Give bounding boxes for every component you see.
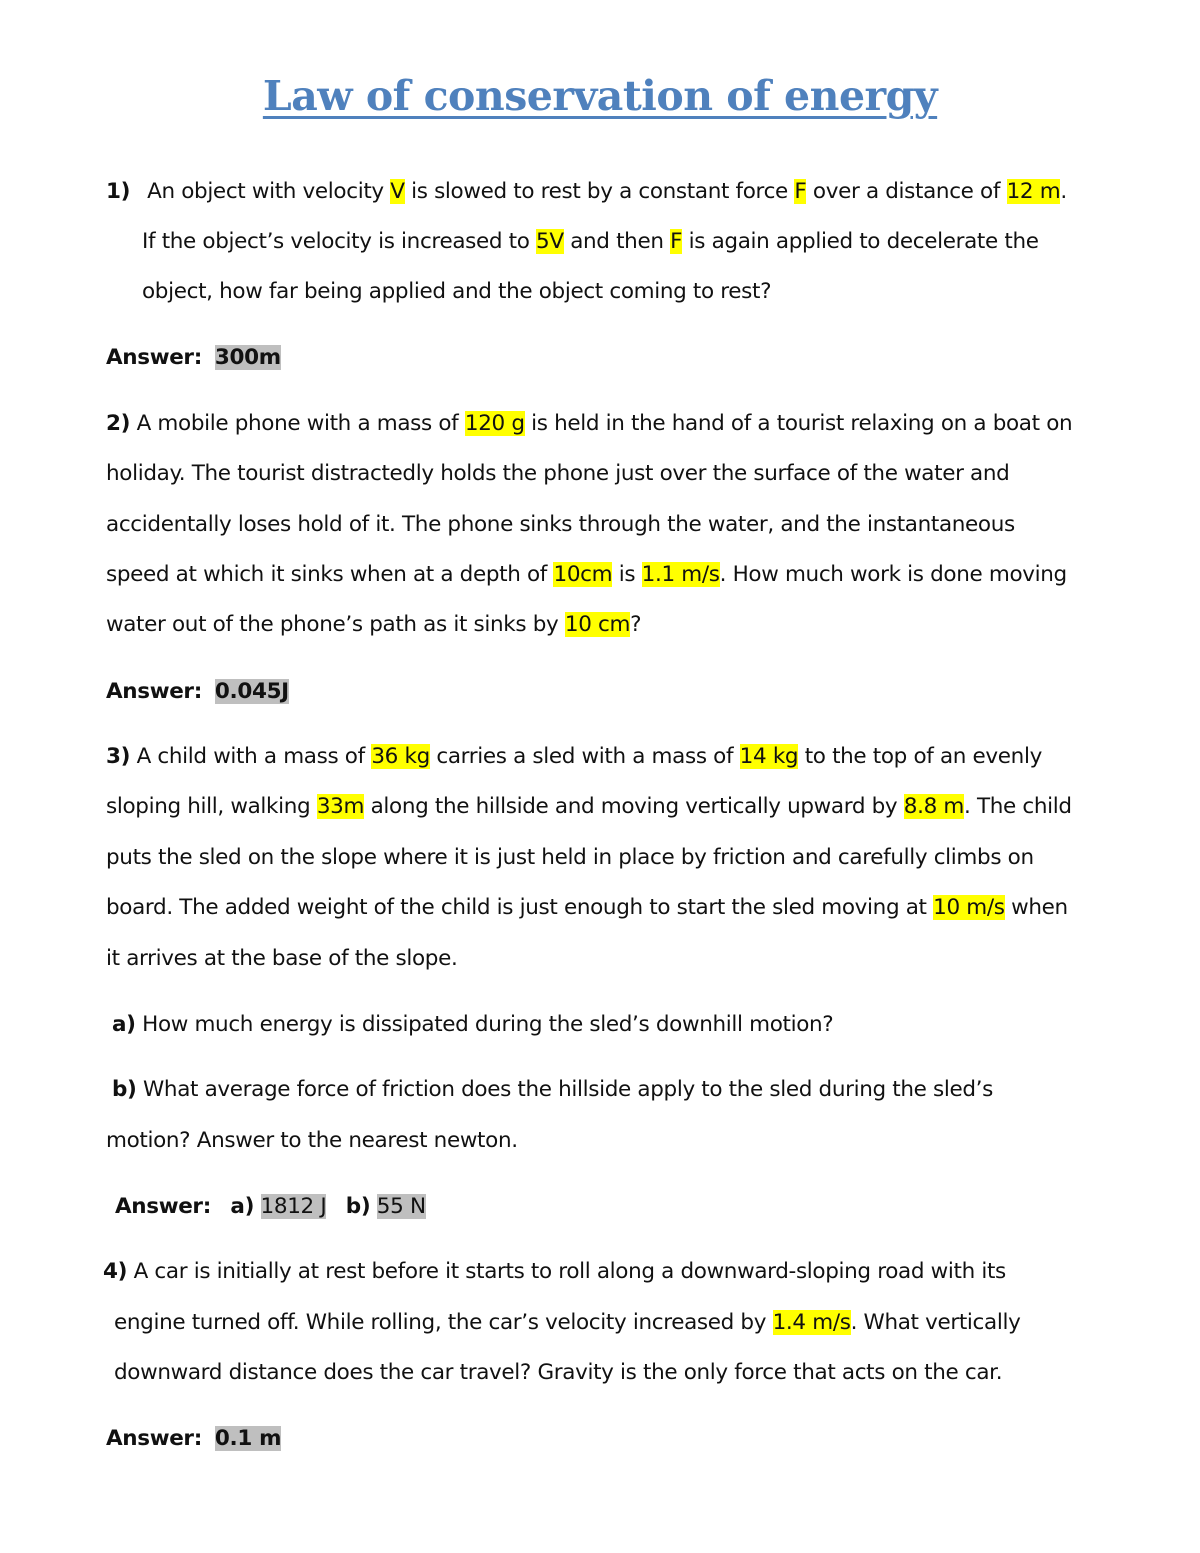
q3-line-1: 3) A child with a mass of 36 kg carries a sled with a mass of 14 kg to the top of an evenly: [106, 744, 1042, 769]
q4-answer: [106, 1424, 281, 1454]
answer-label: Answer:: [106, 345, 202, 370]
highlight-1-4ms: 1.4 m/s: [772, 1310, 851, 1335]
q1-number: 1): [106, 179, 131, 204]
q4-number: 4): [103, 1259, 128, 1284]
highlight-1-1ms: 1.1 m/s: [641, 562, 720, 587]
highlight-8-8m: 8.8 m: [903, 794, 964, 819]
answer-value: 300m: [214, 345, 281, 370]
q3-answer: Answer: a) 1812 J b) 55 N: [115, 1194, 426, 1219]
q2-line-1: 2) A mobile phone with a mass of 120 g is held in the hand of a tourist relaxing on a boat on: [106, 411, 1073, 436]
q1-line-3: object, how far being applied and the object coming to rest?: [142, 279, 772, 304]
q4-line-2: engine turned off. While rolling, the car’s velocity increased by 1.4 m/s. What vertically: [114, 1310, 1021, 1335]
highlight-5v: 5V: [536, 229, 564, 254]
q2-line-2: holiday. The tourist distractedly holds the phone just over the surface of the water and: [106, 461, 1010, 486]
answer-value: 0.045J: [214, 679, 289, 704]
q2-answer: [106, 677, 289, 707]
q2-number: 2): [106, 411, 131, 436]
q3-part-a: a) How much energy is dissipated during the sled’s downhill motion?: [112, 1012, 834, 1037]
q4-line-1: 4) A car is initially at rest before it starts to roll along a downward-sloping road with its: [103, 1259, 1006, 1284]
answer-label: Answer:: [115, 1194, 211, 1219]
answer-label: Answer:: [106, 679, 202, 704]
q2-line-5: water out of the phone’s path as it sinks by 10 cm?: [106, 612, 642, 637]
q3-number: 3): [106, 744, 131, 769]
answer-value-b: 55 N: [376, 1194, 426, 1219]
highlight-12m: 12 m: [1006, 179, 1061, 204]
q2-line-4: speed at which it sinks when at a depth of 10cm is 1.1 m/s. How much work is done moving: [106, 562, 1067, 587]
highlight-14kg: 14 kg: [739, 744, 799, 769]
q3-line-2: sloping hill, walking 33m along the hillside and moving vertically upward by 8.8 m. The child: [106, 794, 1072, 819]
highlight-f: F: [794, 179, 807, 204]
q3-part-b: b) What average force of friction does the hillside apply to the sled during the sled’s: [112, 1077, 993, 1102]
highlight-36kg: 36 kg: [371, 744, 430, 769]
q3-line-4: board. The added weight of the child is just enough to start the sled moving at 10 m/s when: [106, 895, 1068, 920]
q3-line-3: puts the sled on the slope where it is just held in place by friction and carefully climbs on: [106, 845, 1034, 870]
highlight-120g: 120 g: [464, 411, 525, 436]
q2-line-3: accidentally loses hold of it. The phone sinks through the water, and the instantaneous: [106, 512, 1015, 537]
highlight-10ms: 10 m/s: [933, 895, 1005, 920]
highlight-f2: F: [670, 229, 683, 254]
q4-line-3: downward distance does the car travel? Gravity is the only force that acts on the car.: [114, 1360, 1003, 1385]
highlight-v: V: [390, 179, 405, 204]
page-title: Law of conservation of energy: [262, 72, 938, 120]
highlight-10cm: 10cm: [553, 562, 613, 587]
highlight-10-cm: 10 cm: [564, 612, 631, 637]
answer-label: Answer:: [106, 1426, 202, 1451]
highlight-33m: 33m: [316, 794, 365, 819]
q3-part-b-cont: motion? Answer to the nearest newton.: [106, 1128, 518, 1153]
q3-line-5: it arrives at the base of the slope.: [106, 946, 458, 971]
q1-line-2: If the object’s velocity is increased to 5V and then F is again applied to decelerate the: [142, 229, 1039, 254]
answer-value-a: 1812 J: [260, 1194, 327, 1219]
q1-answer: [106, 343, 281, 373]
answer-value: 0.1 m: [214, 1426, 282, 1451]
q1-line-1: 1) An object with velocity V is slowed to rest by a constant force F over a distance of 12 m.: [106, 179, 1067, 204]
